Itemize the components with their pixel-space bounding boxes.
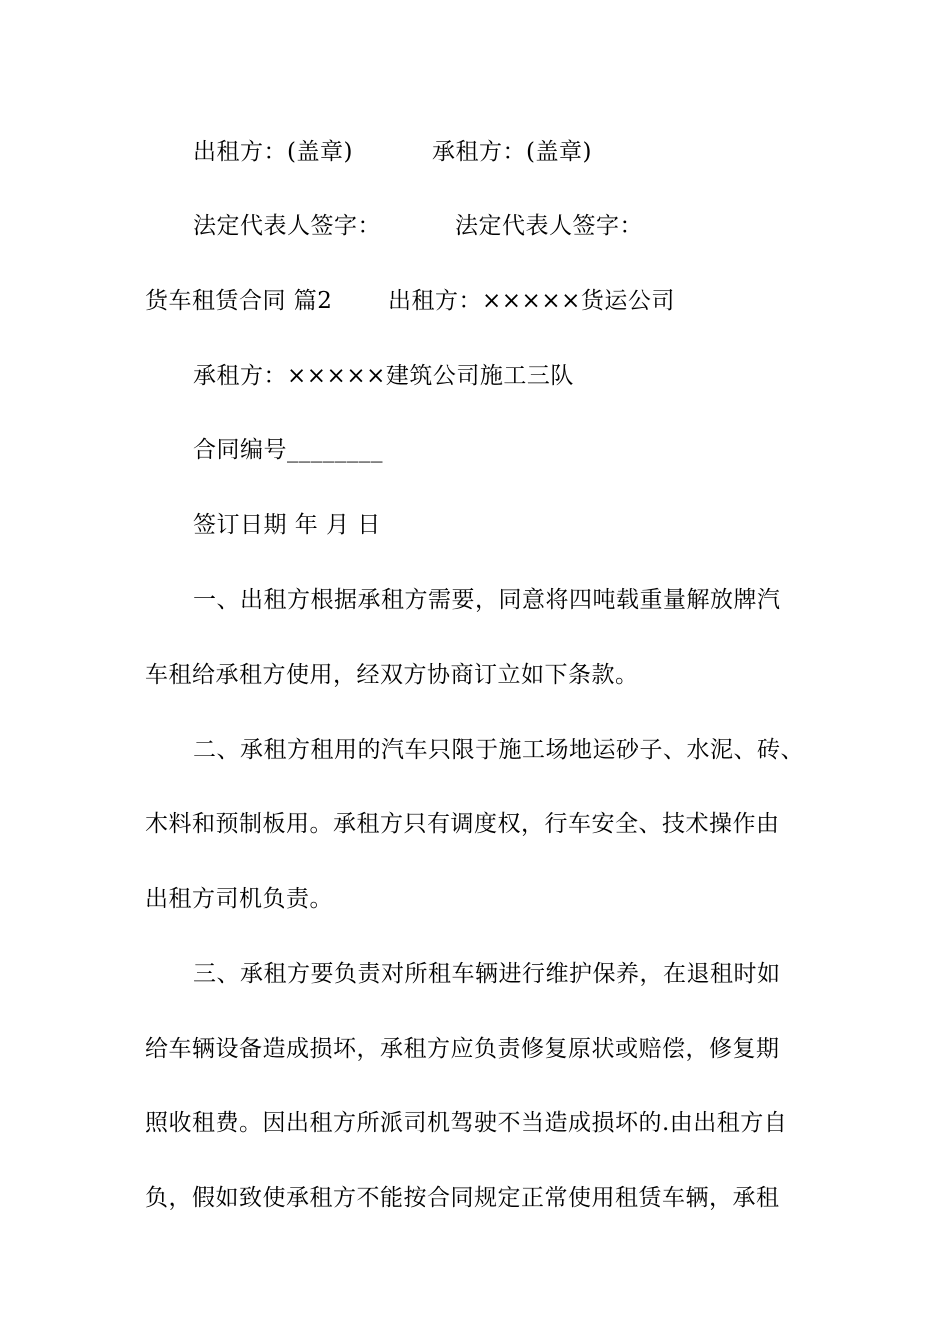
contract-title: 货车租赁合同 篇2 (145, 288, 333, 314)
clause-line: 三、承租方要负责对所租车辆进行维护保养，在退租时如 (193, 961, 781, 987)
clause-line: 一、出租方根据承租方需要，同意将四吨载重量解放牌汽 (193, 587, 781, 613)
seal-line (193, 132, 592, 172)
clause-line: 负，假如致使承租方不能按合同规定正常使用租赁车辆，承租 (145, 1185, 780, 1211)
contract-heading-line (145, 281, 675, 321)
clause-line: 给车辆设备造成损坏，承租方应负责修复原状或赔偿，修复期 (145, 1036, 780, 1062)
lessee-seal: 承租方：(盖章) (432, 139, 592, 165)
lessor-name: 出租方：×××××货运公司 (388, 288, 675, 314)
representative-line (193, 206, 643, 246)
clause-line: 车租给承租方使用，经双方协商订立如下条款。 (145, 662, 639, 688)
contract-number: 合同编号________ (193, 437, 383, 463)
clause-line: 出租方司机负责。 (145, 886, 333, 912)
sign-date: 签订日期 年 月 日 (193, 512, 381, 538)
clause-line: 二、承租方租用的汽车只限于施工场地运砂子、水泥、砖、 (193, 737, 804, 763)
lessee-representative: 法定代表人签字： (455, 213, 643, 239)
lessor-seal: 出租方：(盖章) (193, 139, 353, 165)
clause-line: 照收租费。因出租方所派司机驾驶不当造成损坏的.由出租方自 (145, 1110, 788, 1136)
clause-line: 木料和预制板用。承租方只有调度权，行车安全、技术操作由 (145, 811, 780, 837)
lessee-name: 承租方：×××××建筑公司施工三队 (193, 363, 574, 389)
lessor-representative: 法定代表人签字： (193, 213, 381, 239)
